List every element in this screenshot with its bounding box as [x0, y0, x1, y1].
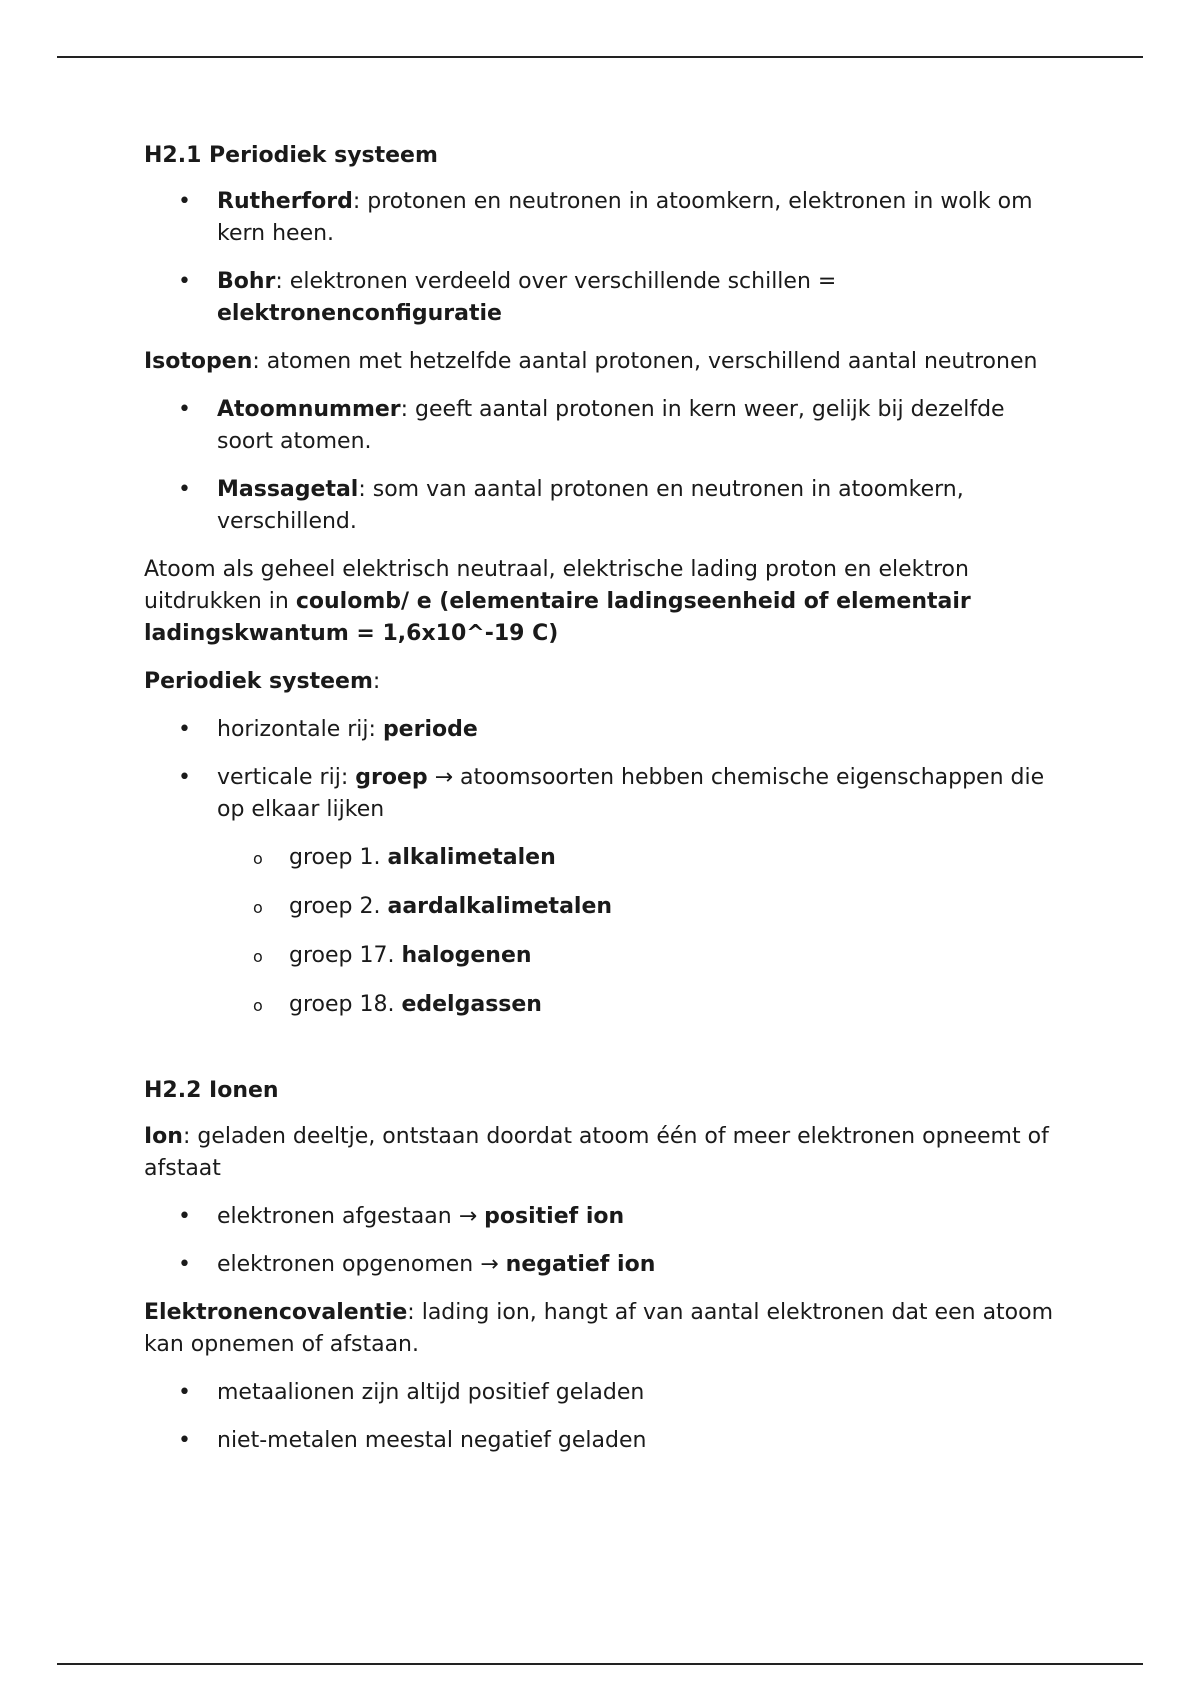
term-bohr: Bohr — [217, 269, 276, 294]
paragraph-periodiek-systeem: Periodiek systeem: — [144, 669, 381, 694]
list-item-metaalionen: • metaalionen zijn altijd positief geladen — [144, 1377, 1064, 1409]
ion-type-list — [144, 1201, 1064, 1281]
paragraph-elektronencovalentie: Elektronencovalentie: lading ion, hangt af van aantal elektronen dat een atoom kan opnemen of afstaan. — [144, 1300, 1054, 1357]
sublist-item-group-18: o groep 18. edelgassen — [144, 989, 1064, 1021]
list-item-massagetal: • Massagetal: som van aantal protonen en neutronen in atoomkern, verschillend. — [144, 474, 1064, 538]
sublist-item-group-1: o groep 1. alkalimetalen — [144, 842, 1064, 874]
footer-rule — [57, 1663, 1143, 1665]
paragraph-ion: Ion: geladen deeltje, ontstaan doordat atoom één of meer elektronen opneemt of afstaat — [144, 1124, 1049, 1181]
term-atoomnummer: Atoomnummer — [217, 397, 401, 422]
header-rule — [57, 56, 1143, 58]
list-item-groep: • verticale rij: groep → atoomsoorten hebben chemische eigenschappen die op elkaar lijken — [144, 762, 1064, 826]
atom-model-list — [144, 186, 1064, 330]
section-heading-ionen: H2.2 Ionen — [144, 1078, 279, 1103]
section-heading-periodiek-systeem: H2.1 Periodiek systeem — [144, 143, 438, 168]
group-sublist — [144, 842, 1064, 1021]
list-item-positief-ion: • elektronen afgestaan → positief ion — [144, 1201, 1064, 1233]
term-coulomb: coulomb/ e (elementaire ladingseenheid of elementair ladingskwantum = 1,6x10^-19 C) — [144, 589, 971, 646]
term-rutherford: Rutherford — [217, 189, 353, 214]
sublist-item-group-2: o groep 2. aardalkalimetalen — [144, 891, 1064, 923]
paragraph-isotopen: Isotopen: atomen met hetzelfde aantal protonen, verschillend aantal neutronen — [144, 349, 1038, 374]
document-body — [144, 140, 1064, 1473]
list-item-periode: • horizontale rij: periode — [144, 714, 1064, 746]
term-elektronencovalentie: Elektronencovalentie — [144, 1300, 408, 1325]
list-item-niet-metalen: • niet-metalen meestal negatief geladen — [144, 1425, 1064, 1457]
atom-number-list — [144, 394, 1064, 538]
paragraph-charge: Atoom als geheel elektrisch neutraal, elektrische lading proton en elektron uitdrukken in coulomb/ e (elementaire ladingseenheid of elementair ladingskwantum = 1,6x10^-19 C) — [144, 557, 971, 646]
list-item-negatief-ion: • elektronen opgenomen → negatief ion — [144, 1249, 1064, 1281]
list-item-rutherford: • Rutherford: protonen en neutronen in atoomkern, elektronen in wolk om kern heen. — [144, 186, 1064, 250]
sublist-item-group-17: o groep 17. halogenen — [144, 940, 1064, 972]
term-ion: Ion — [144, 1124, 183, 1149]
term-isotopen: Isotopen — [144, 349, 253, 374]
ion-charge-list — [144, 1377, 1064, 1457]
term-periodiek-systeem: Periodiek systeem — [144, 669, 373, 694]
period-group-list — [144, 714, 1064, 826]
list-item-atoomnummer: • Atoomnummer: geeft aantal protonen in kern weer, gelijk bij dezelfde soort atomen. — [144, 394, 1064, 458]
term-massagetal: Massagetal — [217, 477, 359, 502]
list-item-bohr: • Bohr: elektronen verdeeld over verschillende schillen = elektronenconfiguratie — [144, 266, 1064, 330]
